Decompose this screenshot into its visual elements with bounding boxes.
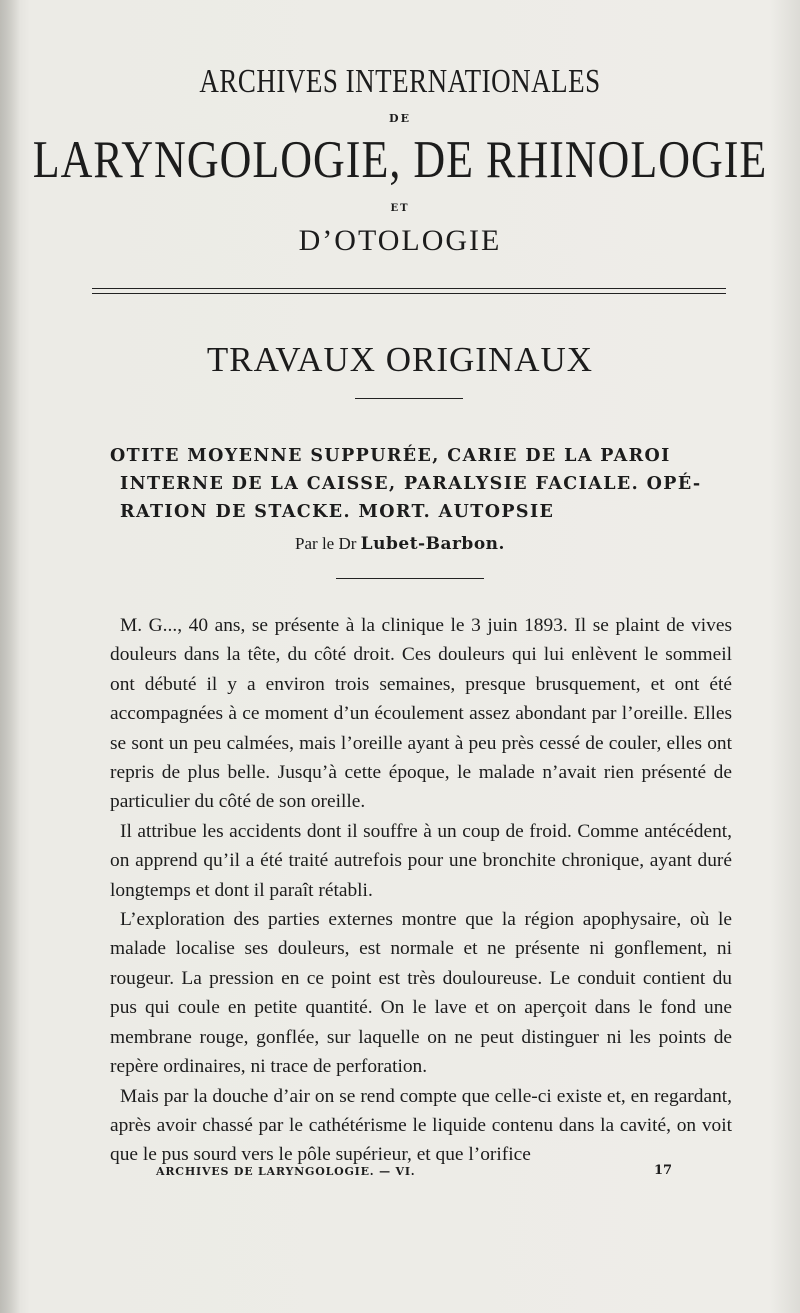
section-rule bbox=[355, 398, 463, 399]
paragraph: M. G..., 40 ans, se présente à la clinique le 3 juin 1893. Il se plaint de vives douleurs dans la tête, du côté droit. Ces douleurs qui lui enlèvent le sommeil ont débuté il y a environ trois semaines, presque brusquement, et ont été accompagnées à ce moment d’un écoulement assez abondant par l’oreille. Elles se sont un peu calmées, mais l’oreille ayant à peu près cessé de couler, elles ont repris de plus belle. Jusqu’à cette époque, le malade n’avait rien présenté de particulier du côté de son oreille. bbox=[110, 615, 732, 813]
article-title-line: RATION DE STACKE. MORT. AUTOPSIE bbox=[120, 502, 555, 522]
section-title: TRAVAUX ORIGINAUX bbox=[206, 340, 594, 379]
journal-title-main: LARYNGOLOGIE, DE RHINOLOGIE bbox=[32, 130, 768, 189]
byline bbox=[0, 534, 800, 554]
page-number: 17 bbox=[654, 1163, 673, 1178]
byline-rule bbox=[336, 578, 484, 579]
scan-edge-shadow bbox=[0, 0, 20, 1313]
paragraph: L’exploration des parties externes montre que la région apophysaire, où le malade localise ses douleurs, est normale et ne présente ni gonflement, ni rougeur. La pression en ce point est très douloureuse. Le conduit contient du pus qui coule en petite quantité. On le lave et on aperçoit dans le fond une membrane rouge, gonflée, sur laquelle on ne peut distinguer ni les points de repère ordinaires, ni trace de perforation. bbox=[110, 909, 732, 1078]
journal-title-de: DE bbox=[389, 112, 411, 125]
paragraph: Mais par la douche d’air on se rend compte que celle-ci existe et, en regardant, après avoir chassé par le cathétérisme le liquide contenu dans la cavité, on voit que le pus sourd vers le pôle supérieur, et que l’orifice bbox=[110, 1085, 732, 1166]
article-body bbox=[110, 611, 732, 1170]
article-title bbox=[110, 442, 740, 526]
double-rule-top bbox=[92, 288, 726, 289]
article-title-line: OTITE MOYENNE SUPPURÉE, CARIE DE LA PAROI bbox=[110, 446, 671, 466]
journal-title-line1: ARCHIVES INTERNATIONALES bbox=[199, 62, 601, 100]
running-title: ARCHIVES DE LARYNGOLOGIE. — VI. bbox=[156, 1165, 416, 1178]
article-title-line: INTERNE DE LA CAISSE, PARALYSIE FACIALE. OPÉ- bbox=[120, 474, 702, 494]
journal-title-et: ET bbox=[390, 203, 410, 214]
author-name: Lubet-Barbon. bbox=[360, 534, 505, 554]
journal-title-otologie: D’OTOLOGIE bbox=[298, 224, 502, 257]
double-rule-bottom bbox=[92, 293, 726, 294]
paragraph: Il attribue les accidents dont il souffre à un coup de froid. Comme antécédent, on apprend qu’il a été traité autrefois pour une bronchite chronique, ayant duré longtemps et dont il paraît rétabli. bbox=[110, 820, 732, 901]
byline-prefix: Par le Dr bbox=[295, 534, 357, 553]
